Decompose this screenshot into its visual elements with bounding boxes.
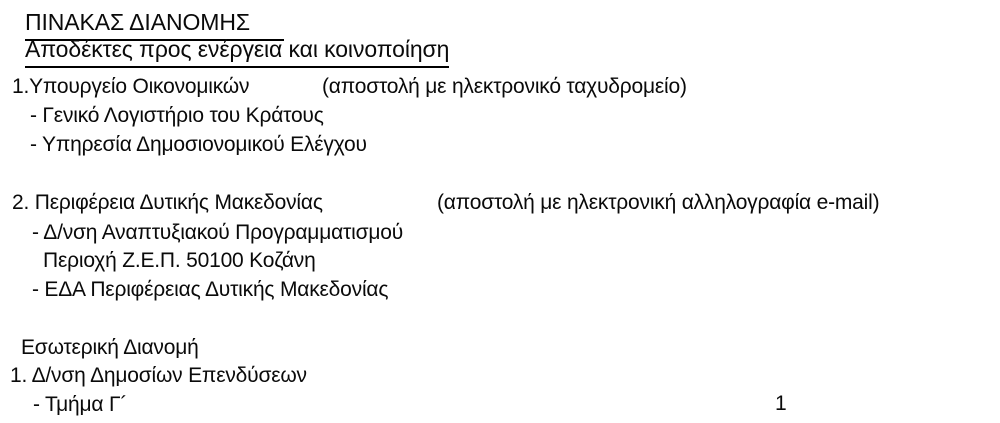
recipient-1-delivery-method: (αποστολή με ηλεκτρονικό ταχυδρομείο)	[322, 75, 687, 98]
page-number: 1	[775, 392, 787, 415]
recipient-2-address-line: Περιοχή Ζ.Ε.Π. 50100 Κοζάνη	[43, 249, 316, 272]
internal-distribution-heading: Εσωτερική Διανομή	[21, 336, 199, 359]
recipient-2-sub-item: - ΕΔΑ Περιφέρειας Δυτικής Μακεδονίας	[32, 278, 389, 301]
internal-distribution-item: 1. Δ/νση Δημοσίων Επενδύσεων	[10, 364, 307, 387]
document-subtitle: Αποδέκτες προς ενέργεια και κοινοποίηση	[25, 35, 449, 68]
internal-distribution-item: - Τμήμα Γ´	[33, 393, 128, 416]
recipient-2-sub-item: - Δ/νση Αναπτυξιακού Προγραμματισμού	[32, 221, 404, 244]
recipient-1-sub-item: - Υπηρεσία Δημοσιονομικού Ελέγχου	[30, 133, 367, 156]
recipient-2-delivery-method: (αποστολή με ηλεκτρονική αλληλογραφία e-mail)	[437, 191, 880, 214]
document-title: ΠΙΝΑΚΑΣ ΔΙΑΝΟΜΗΣ	[25, 8, 284, 41]
recipient-2-heading: 2. Περιφέρεια Δυτικής Μακεδονίας	[12, 191, 323, 214]
recipient-1-heading: 1.Υπουργείο Οικονομικών	[12, 75, 250, 98]
recipient-1-sub-item: - Γενικό Λογιστήριο του Κράτους	[30, 104, 324, 127]
